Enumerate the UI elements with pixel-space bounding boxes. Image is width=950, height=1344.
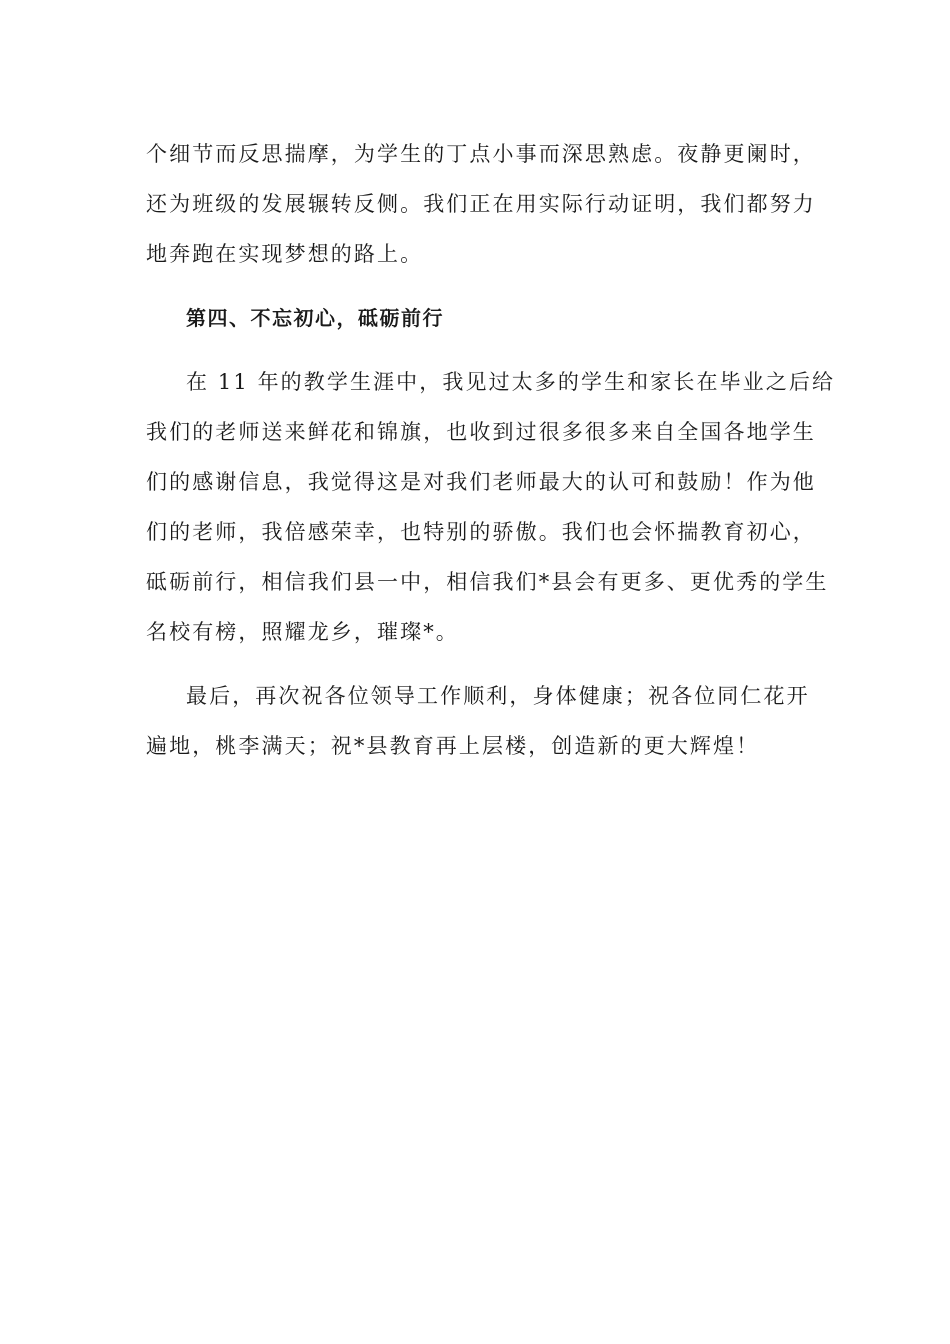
text-line: 我们的老师送来鲜花和锦旗，也收到过很多很多来自全国各地学生: [146, 420, 816, 444]
text-line: 个细节而反思揣摩，为学生的丁点小事而深思熟虑。夜静更阑时，: [146, 142, 816, 166]
text-line: 遍地，桃李满天；祝*县教育再上层楼，创造新的更大辉煌！: [146, 734, 760, 758]
paragraph-closing: [146, 671, 810, 771]
text-line: 们的感谢信息，我觉得这是对我们老师最大的认可和鼓励！作为他: [146, 470, 816, 494]
text-line: 砥砺前行，相信我们县一中，相信我们*县会有更多、更优秀的学生: [146, 570, 829, 594]
text-line: 最后，再次祝各位领导工作顺利，身体健康；祝各位同仁花开: [186, 684, 810, 708]
text-line: 在 11 年的教学生涯中，我见过太多的学生和家长在毕业之后给: [186, 370, 836, 394]
text-line: 名校有榜，照耀龙乡，璀璨*。: [146, 620, 459, 644]
document-body: [146, 129, 836, 785]
text-line: 还为班级的发展辗转反侧。我们正在用实际行动证明，我们都努力: [146, 192, 816, 216]
section-heading: 第四、不忘初心，砥砺前行: [186, 306, 444, 330]
paragraph-continuation: [146, 129, 816, 279]
text-line: 地奔跑在实现梦想的路上。: [146, 242, 424, 266]
paragraph-section-four: [146, 357, 836, 657]
text-line: 们的老师，我倍感荣幸，也特别的骄傲。我们也会怀揣教育初心，: [146, 520, 816, 544]
